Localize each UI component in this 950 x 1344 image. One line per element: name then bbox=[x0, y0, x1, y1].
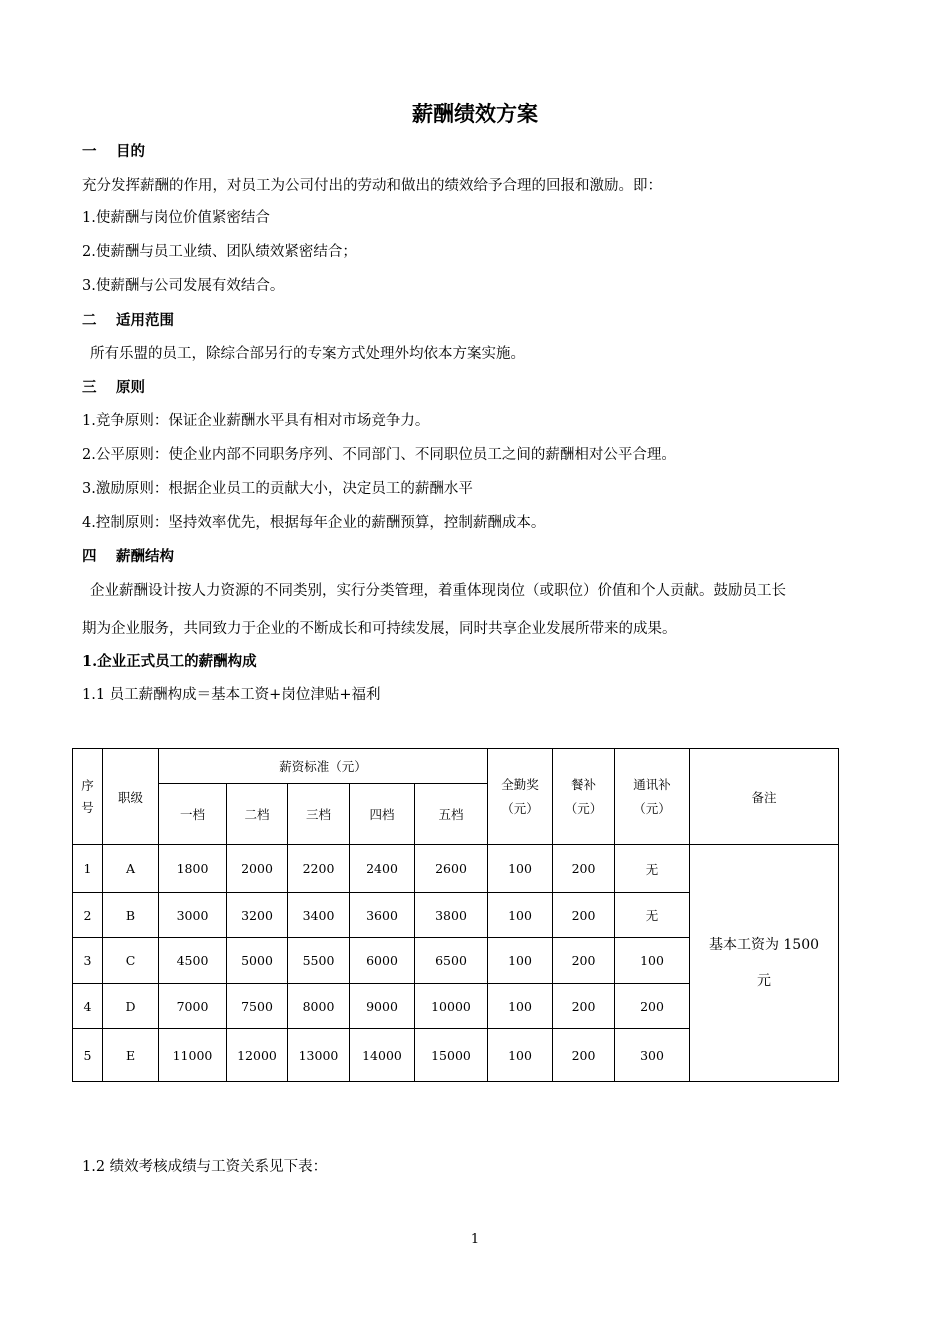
section-4-number: 四 bbox=[82, 549, 97, 565]
subsection-1-heading: 1.企业正式员工的薪酬构成 bbox=[82, 653, 257, 670]
cell-attendance: 100 bbox=[488, 845, 553, 893]
header-level-1: 一档 bbox=[159, 784, 227, 845]
header-attendance-line: （元） bbox=[501, 800, 539, 816]
cell-phone: 100 bbox=[615, 938, 690, 984]
cell-level-3: 5500 bbox=[288, 938, 350, 984]
section-2-number: 二 bbox=[82, 313, 97, 329]
header-seq bbox=[73, 749, 103, 845]
cell-level-4: 9000 bbox=[350, 984, 415, 1029]
cell-level-3: 3400 bbox=[288, 893, 350, 938]
section-3-item: 1.竞争原则：保证企业薪酬水平具有相对市场竞争力。 bbox=[82, 413, 430, 429]
cell-level-2: 7500 bbox=[227, 984, 288, 1029]
cell-grade: E bbox=[103, 1029, 159, 1082]
section-1-item: 1.使薪酬与岗位价值紧密结合 bbox=[82, 210, 270, 226]
cell-phone: 无 bbox=[615, 893, 690, 938]
cell-level-5: 15000 bbox=[415, 1029, 488, 1082]
cell-level-1: 11000 bbox=[159, 1029, 227, 1082]
cell-level-5: 6500 bbox=[415, 938, 488, 984]
section-1-item: 3.使薪酬与公司发展有效结合。 bbox=[82, 278, 285, 294]
remarks-line: 元 bbox=[757, 973, 771, 989]
cell-level-2: 2000 bbox=[227, 845, 288, 893]
header-level-2: 二档 bbox=[227, 784, 288, 845]
cell-grade: D bbox=[103, 984, 159, 1029]
header-attendance-bonus bbox=[488, 749, 553, 845]
section-4-paragraph-line: 企业薪酬设计按人力资源的不同类别，实行分类管理，着重体现岗位（或职位）价值和个人贡献。鼓励员工长 bbox=[90, 583, 786, 599]
cell-phone: 无 bbox=[615, 845, 690, 893]
section-1-title: 目的 bbox=[116, 144, 145, 160]
cell-attendance: 100 bbox=[488, 938, 553, 984]
header-phone-line: （元） bbox=[633, 800, 671, 816]
section-3-item: 4.控制原则：坚持效率优先，根据每年企业的薪酬预算，控制薪酬成本。 bbox=[82, 515, 546, 531]
section-3-number: 三 bbox=[82, 380, 97, 396]
cell-remarks bbox=[690, 845, 839, 1082]
cell-level-3: 8000 bbox=[288, 984, 350, 1029]
section-4-paragraph-line: 期为企业服务，共同致力于企业的不断成长和可持续发展，同时共享企业发展所带来的成果。 bbox=[82, 621, 677, 637]
remarks-line: 基本工资为 1500 bbox=[708, 937, 820, 953]
header-meal-line: 餐补 bbox=[570, 776, 596, 792]
subsection-1-2: 1.2 绩效考核成绩与工资关系见下表： bbox=[82, 1159, 328, 1175]
cell-level-2: 5000 bbox=[227, 938, 288, 984]
cell-level-1: 4500 bbox=[159, 938, 227, 984]
cell-level-2: 12000 bbox=[227, 1029, 288, 1082]
section-1-number: 一 bbox=[82, 144, 97, 160]
cell-phone: 200 bbox=[615, 984, 690, 1029]
cell-level-4: 2400 bbox=[350, 845, 415, 893]
cell-level-3: 13000 bbox=[288, 1029, 350, 1082]
cell-level-4: 3600 bbox=[350, 893, 415, 938]
cell-meal: 200 bbox=[553, 845, 615, 893]
cell-seq: 4 bbox=[73, 984, 103, 1029]
section-4-title: 薪酬结构 bbox=[116, 549, 174, 565]
salary-table bbox=[72, 748, 839, 1082]
cell-level-3: 2200 bbox=[288, 845, 350, 893]
cell-seq: 3 bbox=[73, 938, 103, 984]
cell-meal: 200 bbox=[553, 893, 615, 938]
section-1-intro: 充分发挥薪酬的作用，对员工为公司付出的劳动和做出的绩效给予合理的回报和激励。即： bbox=[82, 178, 662, 194]
cell-level-1: 3000 bbox=[159, 893, 227, 938]
header-attendance-line: 全勤奖 bbox=[501, 776, 539, 792]
header-seq-line: 号 bbox=[81, 799, 94, 815]
cell-level-4: 6000 bbox=[350, 938, 415, 984]
cell-level-1: 7000 bbox=[159, 984, 227, 1029]
cell-seq: 2 bbox=[73, 893, 103, 938]
cell-level-1: 1800 bbox=[159, 845, 227, 893]
header-salary-standard: 薪资标准（元） bbox=[159, 749, 488, 784]
header-seq-line: 序 bbox=[81, 777, 94, 793]
header-level-5: 五档 bbox=[415, 784, 488, 845]
header-phone-line: 通讯补 bbox=[633, 776, 671, 792]
cell-level-5: 2600 bbox=[415, 845, 488, 893]
section-2-heading bbox=[82, 309, 174, 330]
header-grade: 职级 bbox=[103, 749, 159, 845]
cell-grade: A bbox=[103, 845, 159, 893]
cell-seq: 1 bbox=[73, 845, 103, 893]
header-phone-allowance bbox=[615, 749, 690, 845]
section-3-heading bbox=[82, 376, 145, 397]
page-number: 1 bbox=[470, 1232, 480, 1247]
section-4-heading bbox=[82, 545, 174, 566]
section-1-heading bbox=[82, 140, 145, 161]
section-2-title: 适用范围 bbox=[116, 313, 174, 329]
header-level-4: 四档 bbox=[350, 784, 415, 845]
header-remarks: 备注 bbox=[690, 749, 839, 845]
cell-phone: 300 bbox=[615, 1029, 690, 1082]
header-level-3: 三档 bbox=[288, 784, 350, 845]
cell-attendance: 100 bbox=[488, 1029, 553, 1082]
section-3-title: 原则 bbox=[116, 380, 145, 396]
cell-level-2: 3200 bbox=[227, 893, 288, 938]
cell-level-5: 10000 bbox=[415, 984, 488, 1029]
cell-seq: 5 bbox=[73, 1029, 103, 1082]
cell-meal: 200 bbox=[553, 938, 615, 984]
section-2-text: 所有乐盟的员工，除综合部另行的专案方式处理外均依本方案实施。 bbox=[90, 346, 525, 362]
cell-meal: 200 bbox=[553, 1029, 615, 1082]
header-meal-allowance bbox=[553, 749, 615, 845]
cell-meal: 200 bbox=[553, 984, 615, 1029]
table-header-row bbox=[73, 749, 839, 784]
subsection-1-1: 1.1 员工薪酬构成＝基本工资+岗位津贴+福利 bbox=[82, 687, 381, 703]
cell-grade: B bbox=[103, 893, 159, 938]
document-title: 薪酬绩效方案 bbox=[412, 102, 538, 126]
section-3-item: 3.激励原则：根据企业员工的贡献大小，决定员工的薪酬水平 bbox=[82, 481, 473, 497]
table-row bbox=[73, 845, 839, 893]
cell-attendance: 100 bbox=[488, 893, 553, 938]
cell-level-4: 14000 bbox=[350, 1029, 415, 1082]
cell-attendance: 100 bbox=[488, 984, 553, 1029]
section-3-item: 2.公平原则：使企业内部不同职务序列、不同部门、不同职位员工之间的薪酬相对公平合理。 bbox=[82, 447, 676, 463]
section-1-item: 2.使薪酬与员工业绩、团队绩效紧密结合； bbox=[82, 244, 357, 260]
cell-level-5: 3800 bbox=[415, 893, 488, 938]
cell-grade: C bbox=[103, 938, 159, 984]
header-meal-line: （元） bbox=[564, 800, 603, 816]
